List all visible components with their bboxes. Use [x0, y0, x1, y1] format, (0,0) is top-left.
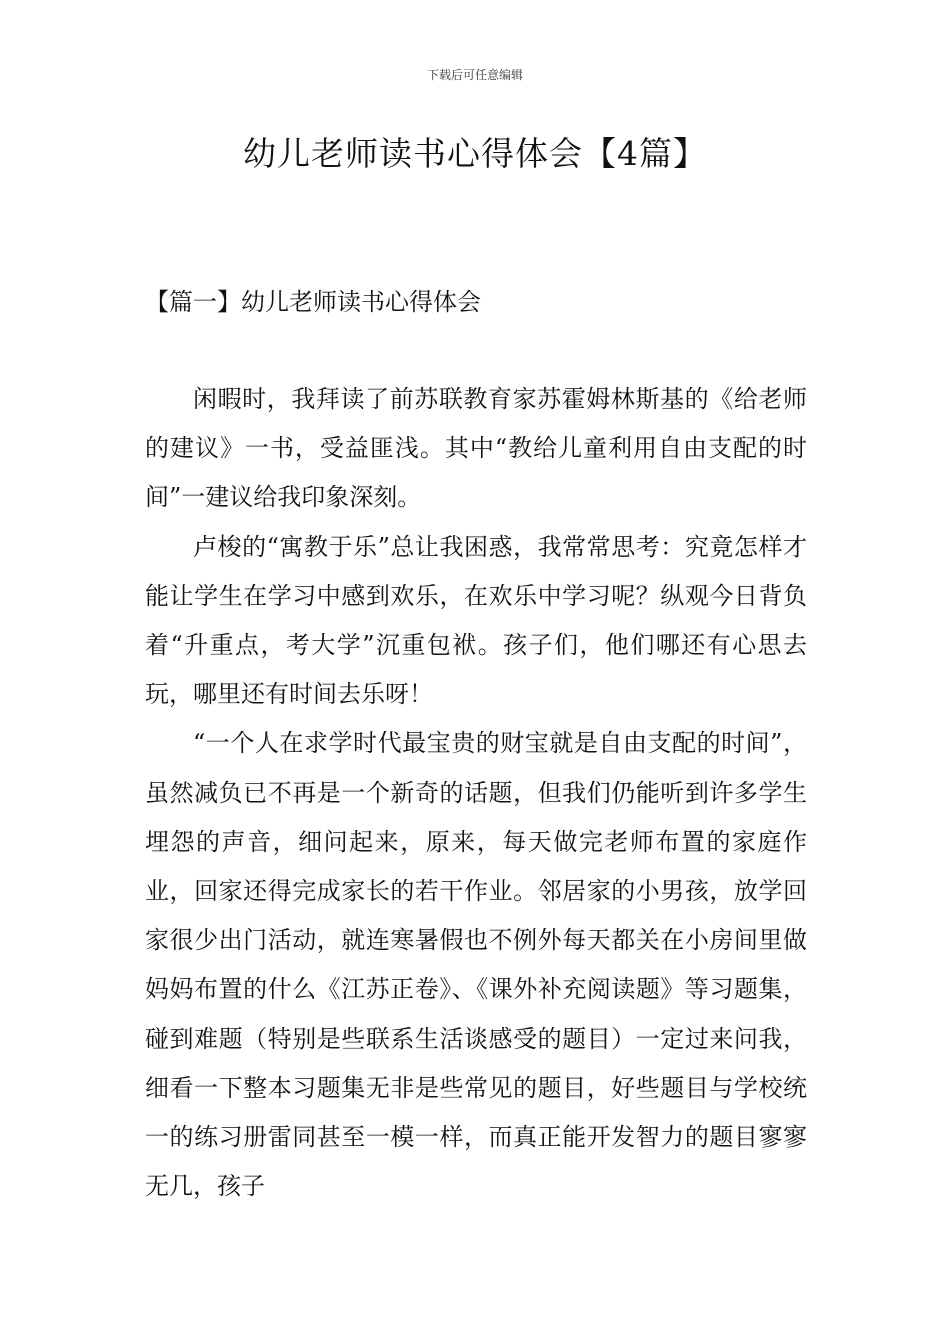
paragraph-1: 闲暇时，我拜读了前苏联教育家苏霍姆林斯基的《给老师的建议》一书，受益匪浅。其中“教给儿童利用自由支配的时间”一建议给我印象深刻。 — [145, 385, 807, 512]
section-heading: 【篇一】幼儿老师读书心得体会 — [145, 288, 481, 316]
paragraph-3: “一个人在求学时代最宝贵的财宝就是自由支配的时间”，虽然减负已不再是一个新奇的话题，但我们仍能听到许多学生埋怨的声音，细问起来，原来，每天做完老师布置的家庭作业，回家还得完成家长的若干作业。邻居家的小男孩，放学回家很少出门活动，就连寒暑假也不例外每天都关在小房间里做妈妈布置的什么《江苏正卷》、《课外补充阅读题》等习题集，碰到难题（特别是些联系生活谈感受的题目）一定过来问我，细看一下整本习题集无非是些常见的题目，好些题目与学校统一的练习册雷同甚至一模一样，而真正能开发智力的题目寥寥无几，孩子 — [145, 729, 807, 1201]
paragraph-2: 卢梭的“寓教于乐”总让我困惑，我常常思考：究竟怎样才能让学生在学习中感到欢乐，在欢乐中学习呢？纵观今日背负着“升重点，考大学”沉重包袱。孩子们，他们哪还有心思去玩，哪里还有时间去乐呀！ — [145, 532, 807, 709]
document-title: 幼儿老师读书心得体会【4篇】 — [243, 134, 707, 173]
document-body — [145, 375, 807, 1211]
page-header-note: 下载后可任意编辑 — [426, 68, 523, 82]
